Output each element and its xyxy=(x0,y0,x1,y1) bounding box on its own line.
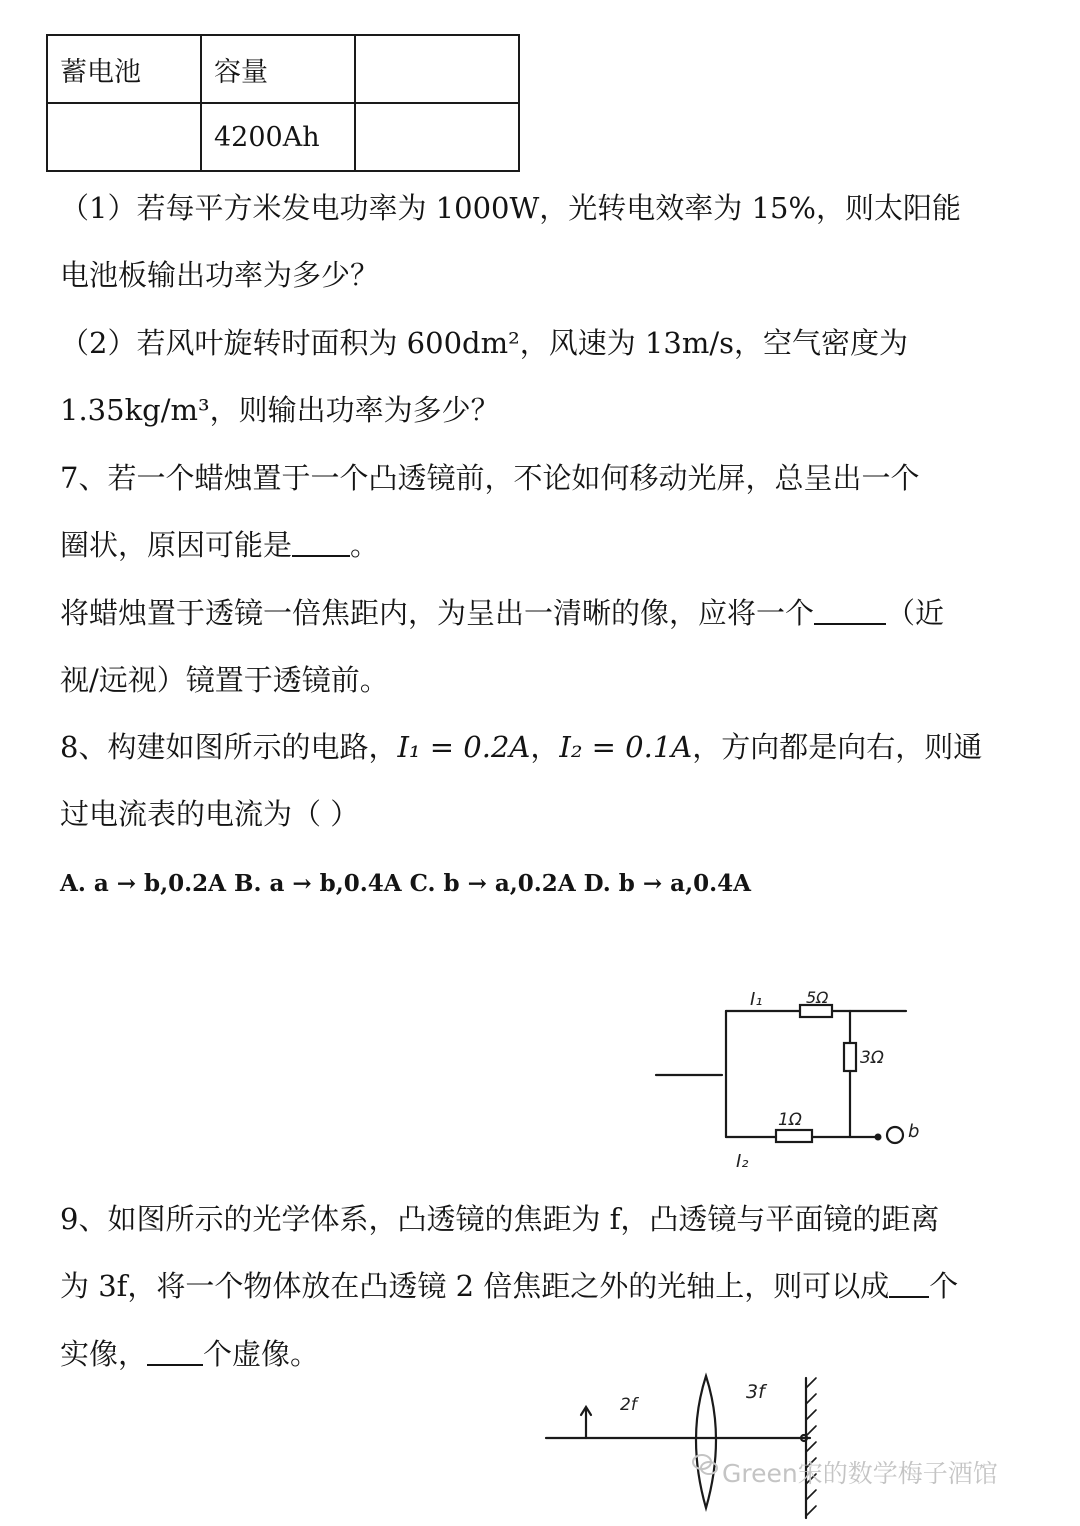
wechat-icon xyxy=(690,1450,720,1480)
q9-line3 xyxy=(60,1334,319,1374)
current-i1: I₁ = 0.2A xyxy=(397,730,531,764)
label-i2: I₂ xyxy=(736,1151,749,1172)
q8-sep: ， xyxy=(530,730,560,764)
q9-line2-end: 个 xyxy=(929,1269,959,1303)
answer-blank[interactable] xyxy=(814,597,886,625)
table-cell: 蓄电池 xyxy=(47,35,201,103)
label-3-ohm: 3Ω xyxy=(860,1048,884,1068)
q7-line2-text: 圈状，原因可能是 xyxy=(60,528,293,562)
q8-line1-pre: 8、构建如图所示的电路， xyxy=(60,730,398,764)
q9-line2 xyxy=(60,1266,958,1306)
label-3f: 3f xyxy=(746,1381,765,1403)
q9-line1: 9、如图所示的光学体系，凸透镜的焦距为 f，凸透镜与平面镜的距离 xyxy=(60,1202,940,1236)
answer-blank[interactable] xyxy=(147,1338,203,1366)
label-5-ohm: 5Ω xyxy=(806,988,829,1007)
label-b: b xyxy=(908,1121,920,1142)
answer-blank[interactable] xyxy=(292,529,350,557)
table-row xyxy=(47,35,519,103)
table-cell xyxy=(355,35,519,103)
battery-table xyxy=(46,34,520,172)
answer-blank[interactable] xyxy=(889,1270,929,1298)
q8-line2: 过电流表的电流为（ ） xyxy=(60,797,360,831)
q7-line1: 7、若一个蜡烛置于一个凸透镜前，不论如何移动光屏，总呈出一个 xyxy=(60,461,920,495)
label-1-ohm: 1Ω xyxy=(778,1110,802,1130)
resistor-3-ohm xyxy=(844,1043,856,1071)
resistor-1-ohm xyxy=(776,1130,812,1142)
q7-line3 xyxy=(60,593,944,633)
q8-line1 xyxy=(60,727,982,767)
q7-line3-end: （近 xyxy=(886,596,945,630)
ammeter-icon xyxy=(887,1127,903,1143)
table-cell: 容量 xyxy=(201,35,355,103)
q6-part1-line2: 电池板输出功率为多少？ xyxy=(60,258,380,292)
q6-part2-line2: 1.35kg/m³，则输出功率为多少？ xyxy=(60,393,500,427)
node-a xyxy=(875,1134,882,1141)
table-row xyxy=(47,103,519,171)
q6-part2-line1: （2）若风叶旋转时面积为 600dm²，风速为 13m/s，空气密度为 xyxy=(60,326,908,360)
q8-options: A. a → b,0.2A B. a → b,0.4A C. b → a,0.2A D. b → a,0.4A xyxy=(60,870,751,897)
q7-line2-end: 。 xyxy=(350,528,380,562)
watermark-text: Green宋的数学梅子酒馆 xyxy=(722,1459,998,1488)
table-cell xyxy=(355,103,519,171)
circuit-diagram xyxy=(640,985,940,1175)
optics-diagram xyxy=(540,1368,840,1523)
label-2f: 2f xyxy=(620,1395,637,1415)
q9-line3-pre: 实像， xyxy=(60,1337,148,1371)
q9-line3-end: 个虚像。 xyxy=(203,1337,320,1371)
q9-line2-text: 为 3f，将一个物体放在凸透镜 2 倍焦距之外的光轴上，则可以成 xyxy=(60,1269,890,1303)
current-i2: I₂ = 0.1A xyxy=(559,730,693,764)
convex-lens xyxy=(696,1376,716,1508)
q7-line3-text: 将蜡烛置于透镜一倍焦距内，为呈出一清晰的像，应将一个 xyxy=(60,596,815,630)
table-cell xyxy=(47,103,201,171)
q8-line1-post: ，方向都是向右，则通 xyxy=(692,730,983,764)
q6-part1-line1: （1）若每平方米发电功率为 1000W，光转电效率为 15%，则太阳能 xyxy=(60,191,961,225)
q7-line2 xyxy=(60,525,379,565)
table-cell: 4200Ah xyxy=(201,103,355,171)
q7-line4: 视/远视）镜置于透镜前。 xyxy=(60,663,389,697)
label-i1: I₁ xyxy=(750,989,763,1010)
mirror-hatching xyxy=(806,1378,816,1516)
